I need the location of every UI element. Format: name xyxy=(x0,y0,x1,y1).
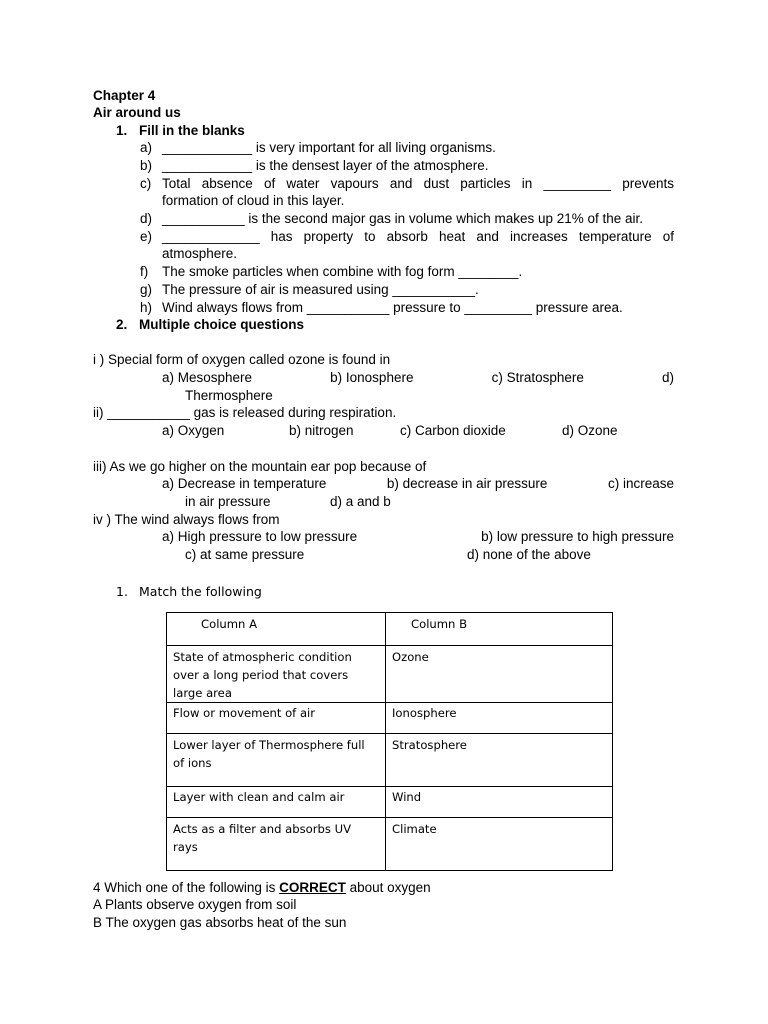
match-row-3-a: Lower layer of Thermosphere full of ions xyxy=(167,734,386,787)
blank-a-label: a) xyxy=(140,140,153,155)
blank-f-text: The smoke particles when combine with fog form ________. xyxy=(162,264,523,279)
blank-d-label: d) xyxy=(140,211,153,226)
mcq-4-options xyxy=(162,528,674,545)
mcq-1-option-d: d) xyxy=(661,370,674,385)
chapter-heading: Chapter 4 xyxy=(93,88,156,103)
column-a-header: Column A xyxy=(167,613,386,646)
mcq-1-option-b: b) Ionosphere xyxy=(330,370,414,385)
column-b-header: Column B xyxy=(386,613,613,646)
section1-title: Fill in the blanks xyxy=(139,123,245,138)
match-row xyxy=(167,818,613,871)
match-number: 1. xyxy=(116,584,128,599)
match-row xyxy=(167,734,613,787)
blank-b-text: ____________ is the densest layer of the atmosphere. xyxy=(162,158,489,173)
blank-e-line1: _____________ has property to absorb heat and increases temperature of xyxy=(162,229,674,244)
mcq-1-question: i ) Special form of oxygen called ozone is found in xyxy=(93,352,391,367)
mcq-4-option-b: b) low pressure to high pressure xyxy=(481,529,674,544)
mcq-1-option-c: c) Stratosphere xyxy=(491,370,584,385)
mcq-3-option-a: a) Decrease in temperature xyxy=(162,476,327,491)
mcq-2-option-b: b) nitrogen xyxy=(289,423,354,438)
question-4-prefix: 4 Which one of the following is xyxy=(93,880,280,895)
mcq-3-option-b: b) decrease in air pressure xyxy=(386,476,548,491)
mcq-2-option-a: a) Oxygen xyxy=(162,423,225,438)
mcq-3-option-d: d) a and b xyxy=(330,494,391,509)
mcq-4-option-a: a) High pressure to low pressure xyxy=(162,529,358,544)
question-4 xyxy=(93,879,431,896)
match-row-1-a: State of atmospheric condition over a long period that covers large area xyxy=(167,646,386,703)
question-4-option-b: B The oxygen gas absorbs heat of the sun xyxy=(93,915,347,930)
section1-number: 1. xyxy=(116,123,128,138)
mcq-1-option-d-text: Thermosphere xyxy=(185,388,273,403)
blank-h-text: Wind always flows from ___________ pressure to _________ pressure area. xyxy=(162,300,623,315)
match-row-4-a: Layer with clean and calm air xyxy=(167,787,386,818)
match-row-1-b: Ozone xyxy=(386,646,613,703)
match-row xyxy=(167,646,613,703)
match-row-3-b: Stratosphere xyxy=(386,734,613,787)
blank-a-text: ____________ is very important for all living organisms. xyxy=(162,140,496,155)
section2-number: 2. xyxy=(116,317,128,332)
match-row-5-a: Acts as a filter and absorbs UV rays xyxy=(167,818,386,871)
blank-e-label: e) xyxy=(140,229,153,244)
blank-g-label: g) xyxy=(140,282,153,297)
blank-g-text: The pressure of air is measured using ___________. xyxy=(162,282,479,297)
mcq-3-option-c-continued: in air pressure xyxy=(185,494,271,509)
section2-title: Multiple choice questions xyxy=(139,317,305,332)
mcq-2-question: ii) ___________ gas is released during respiration. xyxy=(93,405,397,420)
blank-h-label: h) xyxy=(140,300,153,315)
mcq-4-question: iv ) The wind always flows from xyxy=(93,512,280,527)
mcq-2-option-c: c) Carbon dioxide xyxy=(400,423,506,438)
question-4-emphasis: CORRECT xyxy=(279,880,346,895)
mcq-1-options xyxy=(162,369,674,386)
match-table xyxy=(166,612,613,871)
mcq-2-option-d: d) Ozone xyxy=(562,423,618,438)
mcq-3-question: iii) As we go higher on the mountain ear pop because of xyxy=(93,459,427,474)
blank-c-line1: Total absence of water vapours and dust particles in _________ prevents xyxy=(162,176,674,191)
question-4-option-a: A Plants observe oxygen from soil xyxy=(93,897,297,912)
chapter-topic: Air around us xyxy=(93,105,181,120)
match-header-row xyxy=(167,613,613,646)
match-row xyxy=(167,787,613,818)
match-row-4-b: Wind xyxy=(386,787,613,818)
match-title: Match the following xyxy=(139,584,262,599)
match-row-2-a: Flow or movement of air xyxy=(167,703,386,734)
blank-b-label: b) xyxy=(140,158,153,173)
blank-f-label: f) xyxy=(140,264,149,279)
mcq-3-options xyxy=(162,475,674,492)
blank-c-label: c) xyxy=(140,176,152,191)
mcq-4-option-d: d) none of the above xyxy=(467,547,591,562)
mcq-3-option-c: c) increase xyxy=(607,476,674,491)
blank-c-line2: formation of cloud in this layer. xyxy=(162,193,345,208)
blank-d-text: ___________ is the second major gas in volume which makes up 21% of the air. xyxy=(162,211,644,226)
mcq-1-option-a: a) Mesosphere xyxy=(162,370,253,385)
match-row-5-b: Climate xyxy=(386,818,613,871)
match-row-2-b: Ionosphere xyxy=(386,703,613,734)
blank-e-line2: atmosphere. xyxy=(162,246,238,261)
mcq-4-option-c: c) at same pressure xyxy=(185,547,305,562)
match-row xyxy=(167,703,613,734)
question-4-suffix: about oxygen xyxy=(345,880,431,895)
